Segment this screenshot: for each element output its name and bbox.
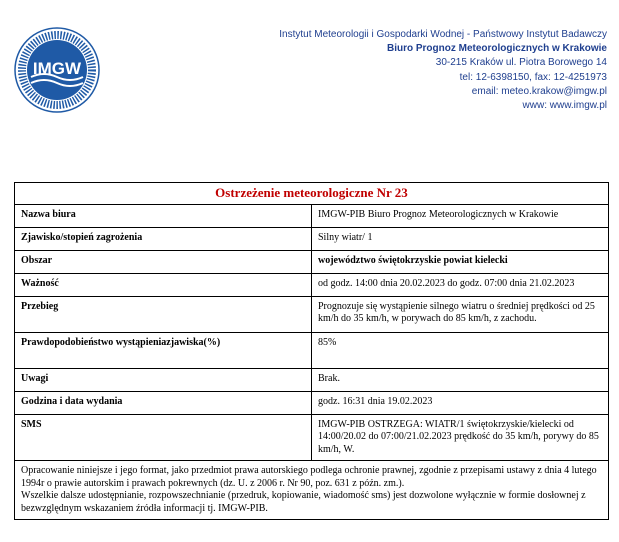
warning-title: Ostrzeżenie meteorologiczne Nr 23	[15, 183, 609, 205]
row-label-phenomenon: Zjawisko/stopień zagrożenia	[15, 227, 312, 250]
table-row	[15, 273, 609, 296]
copyright-text: Opracowanie niniejsze i jego format, jako przedmiot prawa autorskiego podlega ochronie prawnej, zgodnie z przepisami ustawy z dnia 4 lutego 1994r o prawie autorskim i prawach pokrewnych (dz. U. z 2006 r. Nr 90, poz. 631 z późn. zm.).	[21, 465, 597, 489]
table-row	[15, 204, 609, 227]
distribution-text: Wszelkie dalsze udostępnianie, rozpowszechnianie (przedruk, kopiowanie, wiadomość sms) jest dozwolone wyłącznie w formie dosłownej z bezwzględnym wskazaniem źródła informacji tj. IMGW-PIB.	[21, 490, 586, 514]
imgw-logo	[14, 27, 100, 113]
row-label-area: Obszar	[15, 250, 312, 273]
row-value-office: IMGW-PIB Biuro Prognoz Meteorologicznych w Krakowie	[312, 204, 609, 227]
row-label-course: Przebieg	[15, 296, 312, 332]
copyright-footer	[15, 461, 609, 520]
table-row	[15, 227, 609, 250]
row-label-remarks: Uwagi	[15, 368, 312, 391]
row-value-phenomenon: Silny wiatr/ 1	[312, 227, 609, 250]
row-label-probability: Prawdopodobieństwo wystąpieniazjawiska(%)	[15, 332, 312, 368]
table-row	[15, 250, 609, 273]
institution-header	[167, 28, 607, 113]
row-value-area: województwo świętokrzyskie powiat kielecki	[312, 250, 609, 273]
row-value-remarks: Brak.	[312, 368, 609, 391]
bureau-name: Biuro Prognoz Meteorologicznych w Krakowie	[386, 43, 607, 55]
phone-fax: tel: 12-6398150, fax: 12-4251973	[459, 71, 607, 83]
row-value-probability: 85%	[312, 332, 609, 368]
website: www: www.imgw.pl	[522, 100, 607, 112]
row-value-sms: IMGW-PIB OSTRZEGA: WIATR/1 świętokrzyskie/kielecki od 14:00/20.02 do 07:00/21.02.2023 prędkość do 35 km/h, porywy do 85 km/h, W.	[312, 414, 609, 461]
institute-name: Instytut Meteorologii i Gospodarki Wodnej - Państwowy Instytut Badawczy	[279, 29, 607, 40]
address: 30-215 Kraków ul. Piotra Borowego 14	[435, 57, 607, 69]
row-value-validity: od godz. 14:00 dnia 20.02.2023 do godz. 07:00 dnia 21.02.2023	[312, 273, 609, 296]
table-row	[15, 391, 609, 414]
table-row	[15, 414, 609, 461]
row-label-sms: SMS	[15, 414, 312, 461]
row-label-issued: Godzina i data wydania	[15, 391, 312, 414]
table-row	[15, 296, 609, 332]
email: email: meteo.krakow@imgw.pl	[471, 85, 607, 97]
row-label-validity: Ważność	[15, 273, 312, 296]
table-row	[15, 332, 609, 368]
row-value-course: Prognozuje się wystąpienie silnego wiatru o średniej prędkości od 25 km/h do 35 km/h, w porywach do 85 km/h, z zachodu.	[312, 296, 609, 332]
logo-text: IMGW	[32, 59, 82, 78]
warning-table	[14, 182, 609, 520]
row-value-issued: godz. 16:31 dnia 19.02.2023	[312, 391, 609, 414]
row-label-office: Nazwa biura	[15, 204, 312, 227]
table-row	[15, 368, 609, 391]
